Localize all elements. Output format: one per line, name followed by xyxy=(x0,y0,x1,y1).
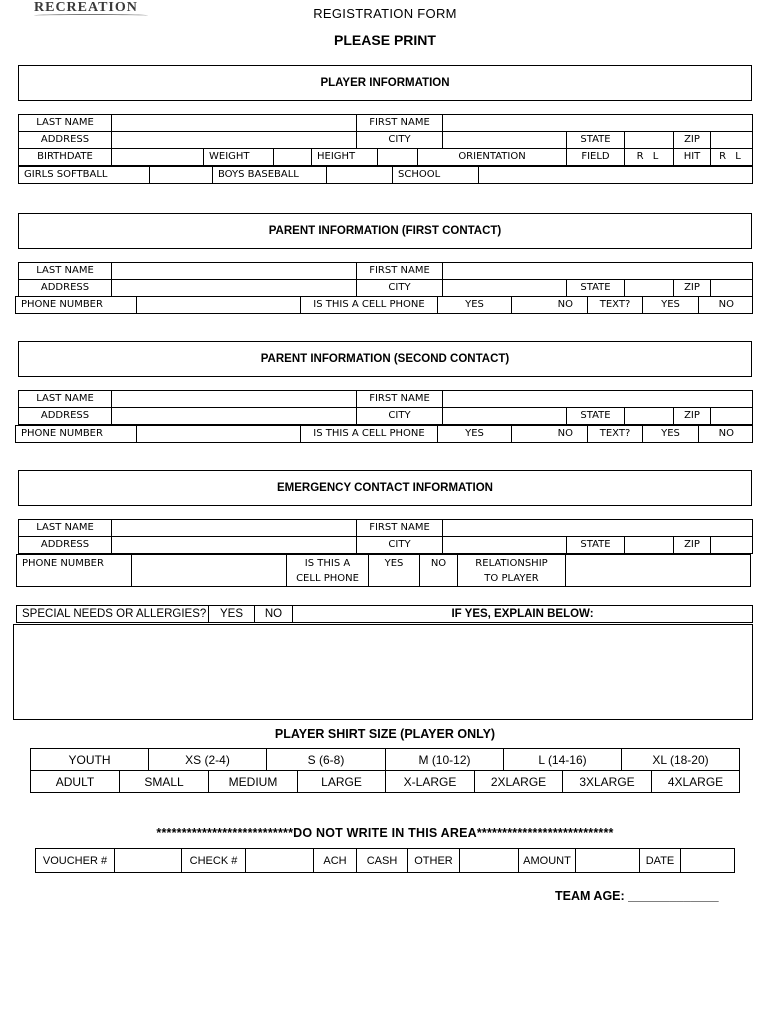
address-label: ADDRESS xyxy=(19,280,112,297)
phone-number-label: PHONE NUMBER xyxy=(17,555,132,587)
relationship-text: RELATIONSHIP xyxy=(475,557,548,569)
emergency-state-field[interactable] xyxy=(625,537,674,554)
relationship-field[interactable] xyxy=(566,555,751,587)
shirt-option-adult-medium[interactable]: MEDIUM xyxy=(209,771,298,793)
weight-field[interactable] xyxy=(274,149,312,166)
first-name-label: FIRST NAME xyxy=(357,263,443,280)
player-birthdate-row xyxy=(19,149,753,166)
is-cell-phone-label: IS THIS A CELL PHONE xyxy=(301,297,438,314)
logo-text: RECREATION xyxy=(34,0,138,15)
parent2-state-field[interactable] xyxy=(625,408,674,425)
player-first-name-field[interactable] xyxy=(443,115,753,132)
field-label: FIELD xyxy=(567,149,625,166)
parent1-name-address-table xyxy=(18,262,753,297)
parent1-name-row xyxy=(19,263,753,280)
shirt-youth-table xyxy=(30,748,740,771)
ach-label: ACH xyxy=(314,849,357,873)
shirt-youth-row xyxy=(31,749,740,771)
parent1-phone-row xyxy=(16,297,753,314)
player-last-name-field[interactable] xyxy=(112,115,357,132)
shirt-adult-row xyxy=(31,771,740,793)
zip-label: ZIP xyxy=(674,280,711,297)
address-label: ADDRESS xyxy=(19,132,112,149)
city-label: CITY xyxy=(357,132,443,149)
amount-label: AMOUNT xyxy=(519,849,576,873)
player-league-table xyxy=(18,166,753,184)
parent2-text-yes-option[interactable]: YES xyxy=(643,426,699,443)
parent2-address-field[interactable] xyxy=(112,408,357,425)
shirt-option-youth-xs[interactable]: XS (2-4) xyxy=(149,749,267,771)
adult-label: ADULT xyxy=(31,771,120,793)
girls-softball-label: GIRLS SOFTBALL xyxy=(19,167,150,184)
state-label: STATE xyxy=(567,537,625,554)
city-label: CITY xyxy=(357,408,443,425)
shirt-adult-table xyxy=(30,770,740,793)
player-birthdate-table xyxy=(18,148,753,166)
parent1-text-yes-option[interactable]: YES xyxy=(643,297,699,314)
parent1-first-name-field[interactable] xyxy=(443,263,753,280)
shirt-option-youth-m[interactable]: M (10-12) xyxy=(386,749,504,771)
cash-label: CASH xyxy=(357,849,408,873)
city-label: CITY xyxy=(357,280,443,297)
field-hand-option[interactable]: R L xyxy=(625,149,674,166)
is-cell-phone-stacked-label xyxy=(287,555,369,587)
first-name-label: FIRST NAME xyxy=(357,520,443,537)
state-label: STATE xyxy=(567,280,625,297)
special-needs-yes-option[interactable]: YES xyxy=(209,606,255,623)
player-address-field[interactable] xyxy=(112,132,357,149)
to-player-text: TO PLAYER xyxy=(484,572,539,584)
parent-second-heading: PARENT INFORMATION (SECOND CONTACT) xyxy=(18,341,752,377)
shirt-option-youth-s[interactable]: S (6-8) xyxy=(267,749,386,771)
shirt-option-youth-l[interactable]: L (14-16) xyxy=(504,749,622,771)
first-name-label: FIRST NAME xyxy=(357,115,443,132)
check-label: CHECK # xyxy=(182,849,246,873)
emergency-name-address-table xyxy=(18,519,753,554)
amount-field[interactable] xyxy=(576,849,640,873)
school-field[interactable] xyxy=(479,167,753,184)
player-address-row xyxy=(19,132,753,149)
emergency-phone-row xyxy=(17,555,751,587)
emergency-last-name-field[interactable] xyxy=(112,520,357,537)
special-needs-no-option[interactable]: NO xyxy=(255,606,293,623)
shirt-option-adult-large[interactable]: LARGE xyxy=(298,771,386,793)
parent2-name-row xyxy=(19,391,753,408)
office-use-row xyxy=(36,849,735,873)
first-name-label: FIRST NAME xyxy=(357,391,443,408)
parent2-text-no-option[interactable]: NO xyxy=(699,426,753,443)
please-print-instruction: PLEASE PRINT xyxy=(334,32,436,48)
parent1-address-row xyxy=(19,280,753,297)
height-label: HEIGHT xyxy=(312,149,378,166)
boys-baseball-field[interactable] xyxy=(327,167,393,184)
hit-hand-option[interactable]: R L xyxy=(711,149,753,166)
shirt-option-adult-2xlarge[interactable]: 2XLARGE xyxy=(475,771,563,793)
parent2-cell-no-option[interactable]: NO xyxy=(512,426,588,443)
parent1-cell-no-option[interactable]: NO xyxy=(512,297,588,314)
office-use-table xyxy=(35,848,735,873)
player-name-row xyxy=(19,115,753,132)
parent2-cell-yes-option[interactable]: YES xyxy=(438,426,512,443)
shirt-size-title: PLAYER SHIRT SIZE (PLAYER ONLY) xyxy=(274,727,496,741)
text-question-label: TEXT? xyxy=(588,297,643,314)
special-needs-row xyxy=(17,606,753,623)
birthdate-field[interactable] xyxy=(112,149,204,166)
last-name-label: LAST NAME xyxy=(19,391,112,408)
phone-number-label: PHONE NUMBER xyxy=(16,426,137,443)
address-label: ADDRESS xyxy=(19,537,112,554)
parent1-cell-yes-option[interactable]: YES xyxy=(438,297,512,314)
cell-phone-text: CELL PHONE xyxy=(296,572,359,584)
parent2-phone-table xyxy=(15,425,753,443)
player-state-field[interactable] xyxy=(625,132,674,149)
parent1-last-name-field[interactable] xyxy=(112,263,357,280)
shirt-option-adult-small[interactable]: SMALL xyxy=(120,771,209,793)
emergency-first-name-field[interactable] xyxy=(443,520,753,537)
emergency-city-field[interactable] xyxy=(443,537,567,554)
emergency-address-row xyxy=(19,537,753,554)
parent1-state-field[interactable] xyxy=(625,280,674,297)
date-label: DATE xyxy=(640,849,681,873)
state-label: STATE xyxy=(567,408,625,425)
parent2-name-address-table xyxy=(18,390,753,425)
relationship-stacked-label xyxy=(458,555,566,587)
boys-baseball-label: BOYS BASEBALL xyxy=(213,167,327,184)
phone-number-label: PHONE NUMBER xyxy=(16,297,137,314)
parent2-city-field[interactable] xyxy=(443,408,567,425)
parent1-address-field[interactable] xyxy=(112,280,357,297)
shirt-option-youth-xl[interactable]: XL (18-20) xyxy=(622,749,740,771)
last-name-label: LAST NAME xyxy=(19,520,112,537)
parent1-text-no-option[interactable]: NO xyxy=(699,297,753,314)
parent2-address-row xyxy=(19,408,753,425)
parent1-city-field[interactable] xyxy=(443,280,567,297)
emergency-cell-no-option[interactable]: NO xyxy=(420,555,458,587)
check-field[interactable] xyxy=(246,849,314,873)
shirt-option-adult-4xlarge[interactable]: 4XLARGE xyxy=(652,771,740,793)
parent-first-heading: PARENT INFORMATION (FIRST CONTACT) xyxy=(18,213,752,249)
youth-label: YOUTH xyxy=(31,749,149,771)
city-label: CITY xyxy=(357,537,443,554)
zip-label: ZIP xyxy=(674,408,711,425)
parent2-first-name-field[interactable] xyxy=(443,391,753,408)
emergency-zip-field[interactable] xyxy=(711,537,753,554)
player-zip-field[interactable] xyxy=(711,132,753,149)
parent1-phone-table xyxy=(15,296,753,314)
voucher-label: VOUCHER # xyxy=(36,849,115,873)
weight-label: WEIGHT xyxy=(204,149,274,166)
last-name-label: LAST NAME xyxy=(19,115,112,132)
office-use-title: ***************************DO NOT WRITE IN THIS AREA*************************** xyxy=(156,826,614,840)
height-field[interactable] xyxy=(378,149,418,166)
parent2-phone-row xyxy=(16,426,753,443)
emergency-phone-field[interactable] xyxy=(132,555,287,587)
girls-softball-field[interactable] xyxy=(150,167,213,184)
special-needs-table xyxy=(16,605,753,623)
emergency-cell-yes-option[interactable]: YES xyxy=(369,555,420,587)
form-title: REGISTRATION FORM xyxy=(313,6,457,21)
parent1-zip-field[interactable] xyxy=(711,280,753,297)
zip-label: ZIP xyxy=(674,132,711,149)
shirt-option-adult-xlarge[interactable]: X-LARGE xyxy=(386,771,475,793)
player-info-heading: PLAYER INFORMATION xyxy=(18,65,752,101)
birthdate-label: BIRTHDATE xyxy=(19,149,112,166)
parent2-last-name-field[interactable] xyxy=(112,391,357,408)
other-field[interactable] xyxy=(460,849,519,873)
parent2-zip-field[interactable] xyxy=(711,408,753,425)
school-label: SCHOOL xyxy=(393,167,479,184)
player-name-address-table xyxy=(18,114,753,149)
is-this-a-text: IS THIS A xyxy=(304,557,351,569)
shirt-option-adult-3xlarge[interactable]: 3XLARGE xyxy=(563,771,652,793)
special-needs-label: SPECIAL NEEDS OR ALLERGIES? xyxy=(17,606,209,623)
last-name-label: LAST NAME xyxy=(19,263,112,280)
emergency-phone-table xyxy=(16,554,751,587)
other-label: OTHER xyxy=(408,849,460,873)
hit-label: HIT xyxy=(674,149,711,166)
zip-label: ZIP xyxy=(674,537,711,554)
state-label: STATE xyxy=(567,132,625,149)
orientation-label: ORIENTATION xyxy=(418,149,567,166)
player-league-row xyxy=(19,167,753,184)
date-field[interactable] xyxy=(681,849,735,873)
emergency-name-row xyxy=(19,520,753,537)
parent2-phone-field[interactable] xyxy=(137,426,301,443)
special-needs-explanation-box[interactable] xyxy=(13,624,753,720)
if-yes-explain-label: IF YES, EXPLAIN BELOW: xyxy=(293,606,753,623)
player-city-field[interactable] xyxy=(443,132,567,149)
emergency-address-field[interactable] xyxy=(112,537,357,554)
emergency-contact-heading: EMERGENCY CONTACT INFORMATION xyxy=(18,470,752,506)
voucher-field[interactable] xyxy=(115,849,182,873)
parent1-phone-field[interactable] xyxy=(137,297,301,314)
team-age-line[interactable]: TEAM AGE: _____________ xyxy=(555,889,719,903)
is-cell-phone-label: IS THIS A CELL PHONE xyxy=(301,426,438,443)
text-question-label: TEXT? xyxy=(588,426,643,443)
address-label: ADDRESS xyxy=(19,408,112,425)
